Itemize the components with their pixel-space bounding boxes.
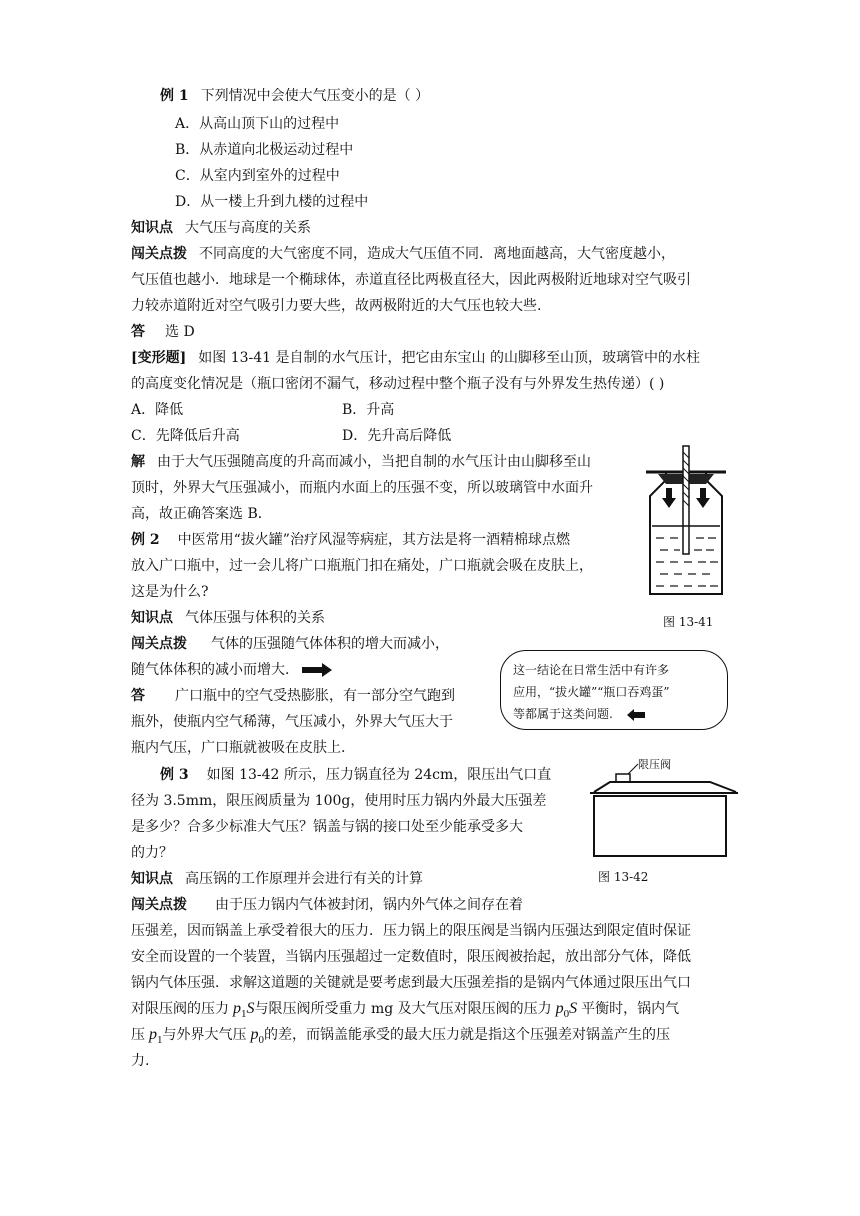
p1-symbol: $p_1$	[145, 1026, 163, 1047]
variant-option-c: C．先降低后升高	[131, 428, 240, 444]
hint-line: 气压值也越小．地球是一个椭球体，赤道直径比两极直径大，因此两极附近地球对空气吸引	[131, 272, 691, 288]
knowledge-point: 知识点 大气压与高度的关系	[131, 220, 311, 236]
answer-line: 瓶外，使瓶内空气稀薄，气压减小，外界大气压大于	[131, 714, 453, 730]
variant-question-line: 的高度变化情况是（瓶口密闭不漏气，移动过程中整个瓶子没有与外界发生热传递）( )	[131, 376, 665, 392]
hint-line: 安全而设置的一个装置，当锅内压强超过一定数值时，限压阀被抬起，放出部分气体，降低	[131, 949, 691, 965]
pressure-cooker-figure	[590, 752, 740, 860]
example-1-question	[160, 86, 429, 106]
question-text: 下列情况中会使大气压变小的是（ ）	[200, 88, 430, 104]
question-line: 径为 3.5mm，限压阀质量为 100g，使用时压力锅内外最大压强差	[131, 793, 547, 809]
hint-line: 闯关点拨 由于压力锅内气体被封闭，锅内外气体之间存在着	[131, 897, 523, 913]
question-line: 的力？	[131, 845, 173, 861]
solution-line: 顶时，外界大气压强减小，而瓶内水面上的压强不变，所以玻璃管中水面升	[131, 480, 593, 496]
answer: 答 广口瓶中的空气受热膨胀，有一部分空气跑到	[131, 688, 455, 704]
hint-line-formula: 对限压阀的压力 $p_1S$与限压阀所受重力 mg 及大气压对限压阀的压力 $p_0S$ 平衡时，锅内气	[131, 1000, 680, 1021]
option-d: D．从一楼上升到九楼的过程中	[175, 194, 369, 210]
figure-13-42-caption: 图 13-42	[598, 870, 649, 884]
knowledge-point: 知识点 高压锅的工作原理并会进行有关的计算	[131, 871, 423, 887]
arrow-left-icon	[627, 709, 645, 721]
example-2-question: 例 2 中医常用“拔火罐”治疗风湿等病症，其方法是将一酒精棉球点燃	[131, 532, 570, 548]
variant-option-a: A．降低	[131, 402, 184, 418]
question-line: 放入广口瓶中，过一会儿将广口瓶瓶门扣在痛处，广口瓶就会吸在皮肤上，	[131, 558, 593, 574]
variant-option-b: B．升高	[342, 402, 395, 418]
solution: 解 由于大气压强随高度的升高而减小，当把自制的水气压计由山脚移至山	[131, 454, 591, 470]
relief-valve-label: 限压阀	[638, 758, 671, 771]
hint-line: 随气体体积的减小而增大.	[131, 660, 332, 680]
option-c: C．从室内到室外的过程中	[175, 168, 340, 184]
hint-line-formula: 压 $p_1$与外界大气压 $p_0$的差，而锅盖能承受的最大压力就是指这个压强差对锅盖产生的压	[131, 1026, 670, 1047]
p0-s-symbol: $p_0S$	[551, 1000, 582, 1021]
answer-line: 瓶内气压，广口瓶就被吸在皮肤上.	[131, 740, 346, 756]
figure-13-41-caption: 图 13-41	[663, 615, 714, 629]
callout-note: 这一结论在日常生活中有许多 应用，“拔火罐”“瓶口吞鸡蛋” 等都属于这类问题.	[500, 650, 728, 730]
knowledge-point: 知识点 气体压强与体积的关系	[131, 610, 325, 626]
solution-line: 高，故正确答案选 B．	[131, 506, 272, 522]
water-barometer-figure	[640, 444, 732, 604]
answer: 答 选 D	[131, 324, 195, 340]
p1-s-symbol: $p_1S$	[229, 1000, 255, 1021]
p0-symbol: $p_0$	[246, 1026, 264, 1047]
hint-line: 力.	[131, 1053, 150, 1069]
question-line: 是多少？合多少标准大气压？锅盖与锅的接口处至少能承受多大	[131, 819, 523, 835]
hint-line: 锅内气体压强．求解这道题的关键就是要考虑到最大压强差指的是锅内气体通过限压出气口	[131, 975, 691, 991]
variant-option-d: D．先升高后降低	[342, 428, 452, 444]
question-line: 这是为什么?	[131, 584, 209, 600]
hint-line: 闯关点拨 气体的压强随气体体积的增大而减小，	[131, 636, 449, 652]
option-b: B．从赤道向北极运动过程中	[175, 142, 354, 158]
option-a: A．从高山顶下山的过程中	[175, 116, 340, 132]
hint-line: 压强差，因而锅盖上承受着很大的压力．压力锅上的限压阀是当锅内压强达到限定值时保证	[131, 923, 691, 939]
hint-line: 力较赤道附近对空气吸引力要大些，故两极附近的大气压也较大些.	[131, 298, 542, 314]
arrow-right-icon	[302, 663, 332, 677]
example-3-question: 例 3 如图 13-42 所示，压力锅直径为 24cm，限压出气口直	[160, 767, 552, 783]
example-label: 例 1	[160, 88, 189, 104]
hint-line: 闯关点拨 不同高度的大气密度不同，造成大气压值不同．离地面越高，大气密度越小，	[131, 246, 675, 262]
variant-question: [变形题] 如图 13-41 是自制的水气压计，把它由东宝山 的山脚移至山顶，玻璃管中的水柱	[131, 350, 700, 366]
